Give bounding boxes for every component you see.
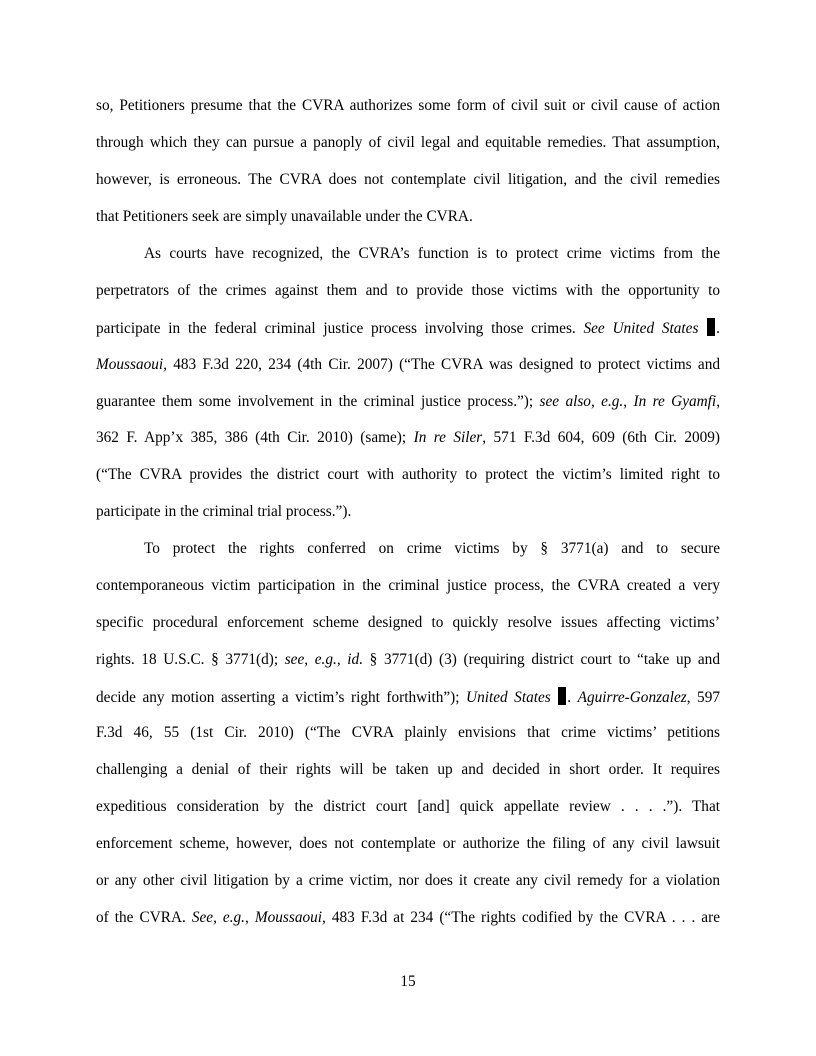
body-line-13: To protect the rights conferred on crime victims by § 3771(a) and to secure: [144, 540, 720, 557]
body-line-15: specific procedural enforcement scheme designed to quickly resolve issues affecting victims’: [96, 614, 720, 631]
redaction-block: [707, 318, 715, 336]
body-line-1: so, Petitioners presume that the CVRA authorizes some form of civil suit or civil cause of action: [96, 97, 720, 114]
body-line-12: participate in the criminal trial process.”).: [96, 503, 352, 520]
body-line-4: that Petitioners seek are simply unavailable under the CVRA.: [96, 208, 473, 225]
body-line-7: participate in the federal criminal justice process involving those crimes. See United States .: [96, 320, 720, 337]
page-number: 15: [400, 973, 416, 990]
body-line-22: or any other civil litigation by a crime victim, nor does it create any civil remedy for a violation: [96, 872, 720, 889]
body-line-5: As courts have recognized, the CVRA’s function is to protect crime victims from the: [144, 245, 720, 262]
redaction-block: [558, 687, 566, 705]
body-line-21: enforcement scheme, however, does not contemplate or authorize the filing of any civil lawsuit: [96, 835, 720, 852]
body-line-2: through which they can pursue a panoply of civil legal and equitable remedies. That assumption,: [96, 134, 720, 151]
body-line-3: however, is erroneous. The CVRA does not contemplate civil litigation, and the civil remedies: [96, 171, 720, 188]
body-line-20: expeditious consideration by the district court [and] quick appellate review . . . .”). That: [96, 798, 720, 815]
body-line-10: 362 F. App’x 385, 386 (4th Cir. 2010) (same); In re Siler, 571 F.3d 604, 609 (6th Cir. 2009): [96, 429, 721, 446]
body-line-9: guarantee them some involvement in the criminal justice process.”); see also, e.g., In re Gyamfi,: [96, 393, 721, 410]
body-line-11: (“The CVRA provides the district court with authority to protect the victim’s limited right to: [96, 466, 720, 483]
body-line-23: of the CVRA. See, e.g., Moussaoui, 483 F.3d at 234 (“The rights codified by the CVRA . . . are: [96, 909, 720, 926]
body-line-18: F.3d 46, 55 (1st Cir. 2010) (“The CVRA plainly envisions that crime victims’ petitions: [96, 724, 720, 741]
body-line-14: contemporaneous victim participation in the criminal justice process, the CVRA created a very: [96, 577, 720, 594]
body-line-8: Moussaoui, 483 F.3d 220, 234 (4th Cir. 2007) (“The CVRA was designed to protect victims and: [96, 356, 720, 373]
body-line-6: perpetrators of the crimes against them and to provide those victims with the opportunity to: [96, 282, 720, 299]
body-line-16: rights. 18 U.S.C. § 3771(d); see, e.g., id. § 3771(d) (3) (requiring district court to “take up and: [96, 651, 720, 668]
body-line-17: decide any motion asserting a victim’s right forthwith”); United States . Aguirre-Gonzalez, 597: [96, 689, 721, 706]
body-line-19: challenging a denial of their rights will be taken up and decided in short order. It requires: [96, 761, 720, 778]
